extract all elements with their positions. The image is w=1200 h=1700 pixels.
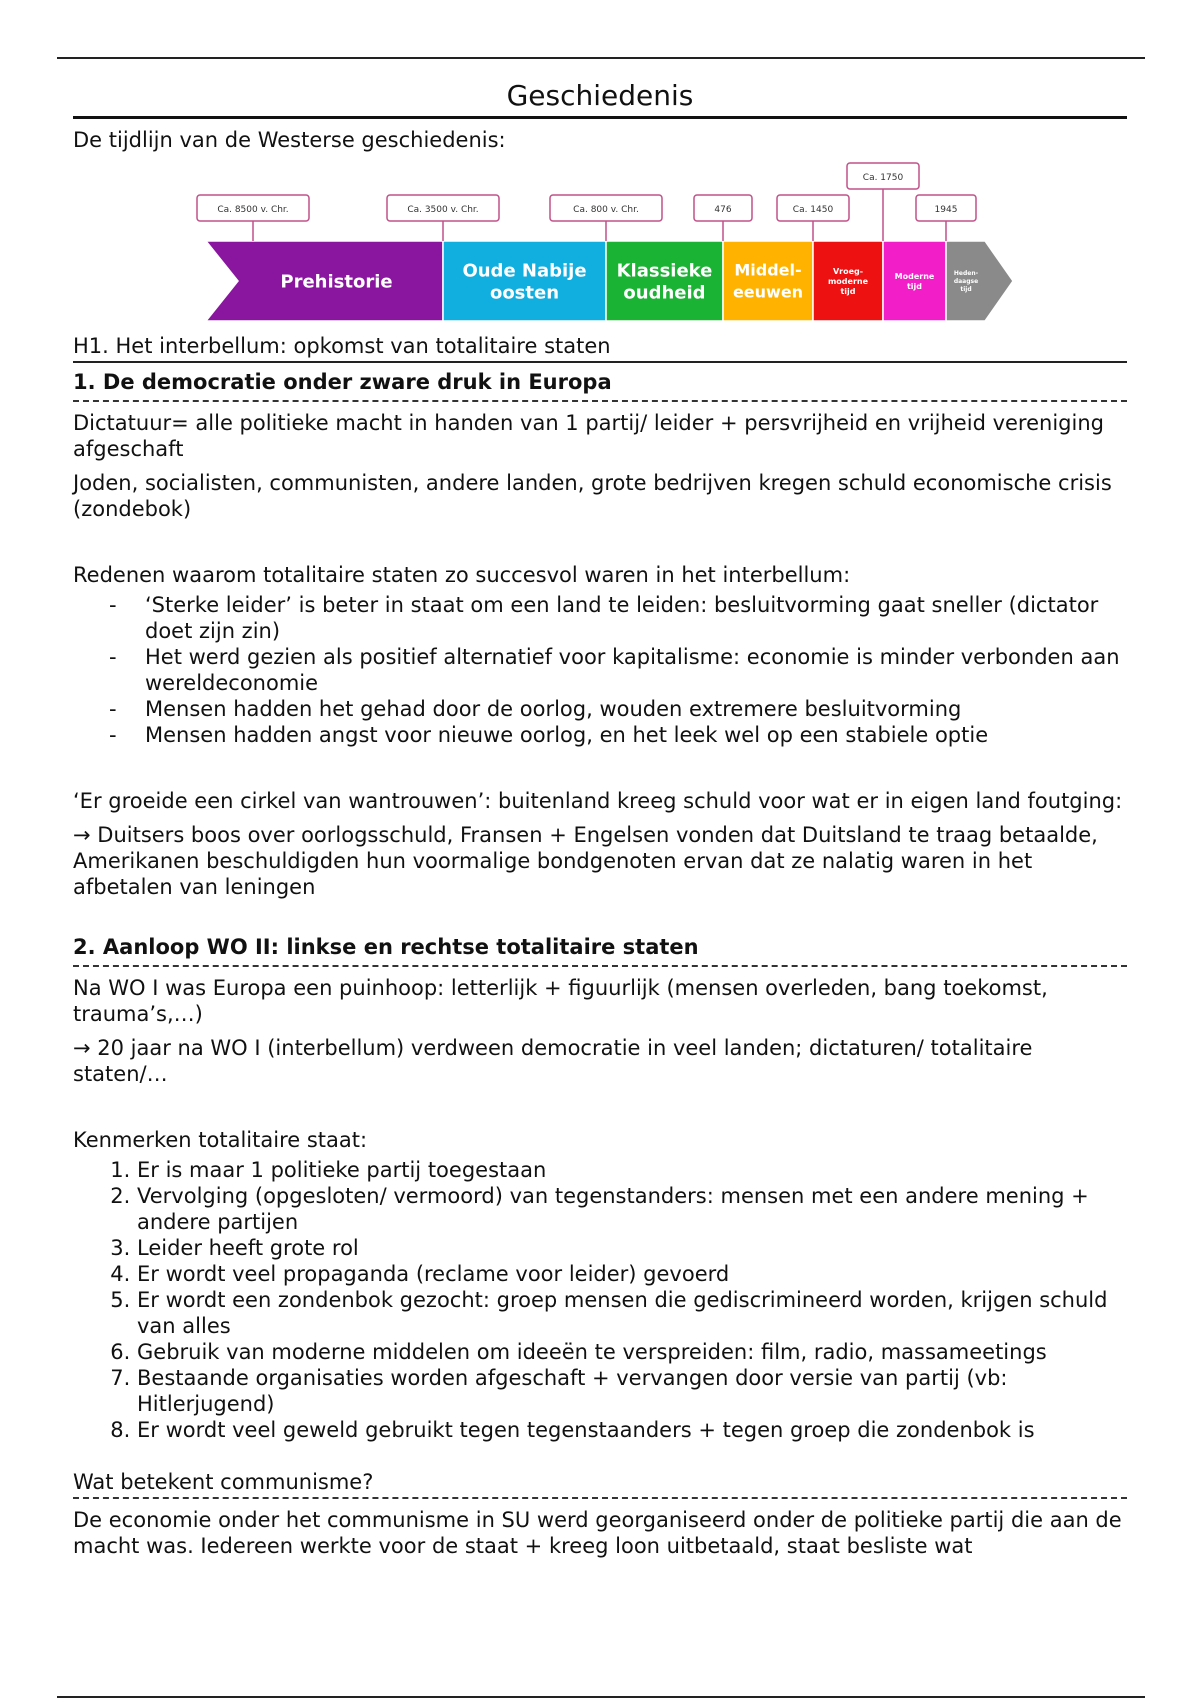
- timeline-period-label: Vroeg-moderne tijd: [827, 266, 869, 296]
- list-item: - Mensen hadden het gehad door de oorlog, wouden extremere besluitvorming: [145, 696, 1127, 722]
- timeline-intro: De tijdlijn van de Westerse geschiedenis:: [73, 128, 506, 152]
- wantrouwen-arrow-paragraph: → Duitsers boos over oorlogsschuld, Fransen + Engelsen vonden dat Duitsland te traag betaalde, Amerikanen beschuldigden hun voormalige bondgenoten ervan dat ze nalatig waren in het afbetalen van leningen: [73, 823, 1098, 899]
- timeline-periods: [206, 241, 1013, 321]
- timeline-date-label: Ca. 8500 v. Chr.: [217, 205, 289, 215]
- kenmerken-list: [73, 1157, 1127, 1443]
- reasons-list: [73, 592, 1127, 748]
- communisme-question: Wat betekent communisme?: [73, 1469, 1127, 1499]
- list-item: - ‘Sterke leider’ is beter in staat om een land te leiden: besluitvorming gaat sneller (dictator doet zijn zin): [145, 592, 1127, 644]
- timeline-date-label: Ca. 3500 v. Chr.: [407, 205, 479, 215]
- communisme-answer: De economie onder het communisme in SU werd georganiseerd onder de politieke partij die aan de macht was. Iedereen werkte voor de staat + kreeg loon uitbetaald, staat besliste wat: [73, 1508, 1122, 1558]
- timeline-date-label: 476: [714, 205, 732, 215]
- timeline-figure: [73, 159, 1127, 329]
- list-item: - Mensen hadden angst voor nieuwe oorlog, en het leek wel op een stabiele optie: [145, 722, 1127, 748]
- list-item: 5. Er wordt een zondenbok gezocht: groep mensen die gediscrimineerd worden, krijgen schuld van alles: [137, 1287, 1127, 1339]
- list-item: 2. Vervolging (opgesloten/ vermoord) van tegenstanders: mensen met een andere mening + andere partijen: [137, 1183, 1127, 1235]
- list-item: 6. Gebruik van moderne middelen om ideeën te verspreiden: film, radio, massameetings: [137, 1339, 1127, 1365]
- dictatuur-definition: Dictatuur= alle politieke macht in handen van 1 partij/ leider + persvrijheid en vrijheid vereniging afgeschaft: [73, 411, 1104, 461]
- timeline-period-label: Prehistorie: [280, 271, 393, 293]
- list-item: 4. Er wordt veel propaganda (reclame voor leider) gevoerd: [137, 1261, 1127, 1287]
- list-item: 3. Leider heeft grote rol: [137, 1235, 1127, 1261]
- timeline-date-label: Ca. 1450: [792, 205, 834, 215]
- timeline-period-label: Moderne tijd: [894, 271, 935, 291]
- timeline-date-label: 1945: [934, 205, 958, 215]
- timeline-date-label: Ca. 1750: [862, 173, 904, 183]
- reasons-intro: Redenen waarom totalitaire staten zo succesvol waren in het interbellum:: [73, 563, 851, 587]
- list-item: 1. Er is maar 1 politieke partij toegestaan: [137, 1157, 1127, 1183]
- section-heading-1: 1. De democratie onder zware druk in Europa: [73, 369, 1127, 402]
- kenmerken-intro: Kenmerken totalitaire staat:: [73, 1128, 368, 1152]
- timeline-svg: [73, 159, 1127, 329]
- page-title: Geschiedenis: [73, 78, 1127, 119]
- document-body: [73, 78, 1127, 1559]
- timeline-period-label: Klassieke oudheid: [616, 260, 713, 304]
- list-item: 7. Bestaande organisaties worden afgeschaft + vervangen door versie van partij (vb: Hitlerjugend): [137, 1365, 1127, 1417]
- list-item: - Het werd gezien als positief alternatief voor kapitalisme: economie is minder verbonden aan wereldeconomie: [145, 644, 1127, 696]
- wantrouwen-paragraph: ‘Er groeide een cirkel van wantrouwen’: buitenland kreeg schuld voor wat er in eigen land foutging:: [73, 789, 1123, 813]
- chapter-heading: H1. Het interbellum: opkomst van totalitaire staten: [73, 333, 1127, 363]
- timeline-dates: [197, 163, 976, 241]
- zondebok-paragraph: Joden, socialisten, communisten, andere landen, grote bedrijven kregen schuld economische crisis (zondebok): [73, 471, 1112, 521]
- bottom-rule: [57, 1696, 1145, 1698]
- list-item: 8. Er wordt veel geweld gebruikt tegen tegenstaanders + tegen groep die zondenbok is: [137, 1417, 1127, 1443]
- timeline-date-label: Ca. 800 v. Chr.: [573, 205, 639, 215]
- timeline-segment: [723, 241, 813, 321]
- puinhoop-paragraph: Na WO I was Europa een puinhoop: letterlijk + figuurlijk (mensen overleden, bang toekomst, trauma’s,…): [73, 976, 1048, 1026]
- timeline-period-label: Oude Nabije oosten: [462, 260, 587, 304]
- section-heading-2: 2. Aanloop WO II: linkse en rechtse totalitaire staten: [73, 934, 1127, 967]
- top-rule: [57, 57, 1145, 59]
- timeline-period-label: Heden-daagse tijd: [953, 270, 979, 294]
- interbellum-arrow-paragraph: → 20 jaar na WO I (interbellum) verdween democratie in veel landen; dictaturen/ totalitaire staten/…: [73, 1036, 1033, 1086]
- timeline-period-label: Middel-eeuwen: [732, 260, 804, 302]
